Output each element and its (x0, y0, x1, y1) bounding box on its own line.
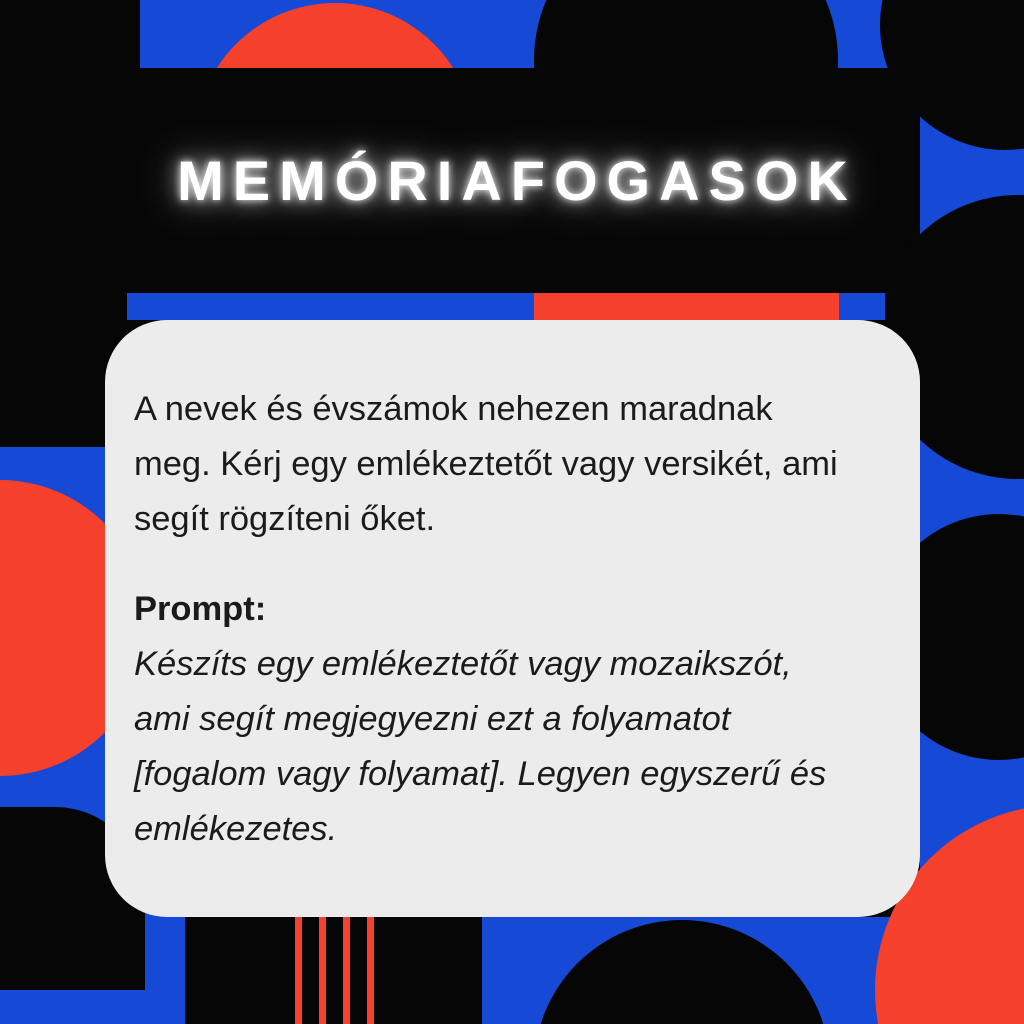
title-banner (140, 68, 885, 293)
prompt-line: [fogalom vagy folyamat]. Legyen egyszerű és (134, 755, 827, 793)
body-line: A nevek és évszámok nehezen maradnak (134, 390, 773, 428)
prompt-line: Készíts egy emlékeztetőt vagy mozaikszót, (134, 645, 792, 683)
decor-black-circle-top-right (880, 0, 1024, 150)
decor-accent-band-red-segment (534, 293, 839, 320)
decor-red-stripe (295, 917, 302, 1024)
body-paragraph (134, 382, 894, 547)
body-line: meg. Kérj egy emlékeztetőt vagy versikét, ami (134, 445, 838, 483)
poster-title: MEMÓRIAFOGASOK (177, 149, 857, 212)
prompt-paragraph (134, 582, 894, 857)
prompt-line: emlékezetes. (134, 810, 338, 848)
prompt-line: ami segít megjegyezni ezt a folyamatot (134, 700, 731, 738)
body-line: segít rögzíteni őket. (134, 500, 436, 538)
decor-red-stripe (319, 917, 326, 1024)
decor-red-stripe (343, 917, 350, 1024)
prompt-label: Prompt: (134, 590, 267, 628)
content-card (105, 320, 920, 917)
decor-accent-band (127, 293, 885, 320)
decor-red-stripe (367, 917, 374, 1024)
